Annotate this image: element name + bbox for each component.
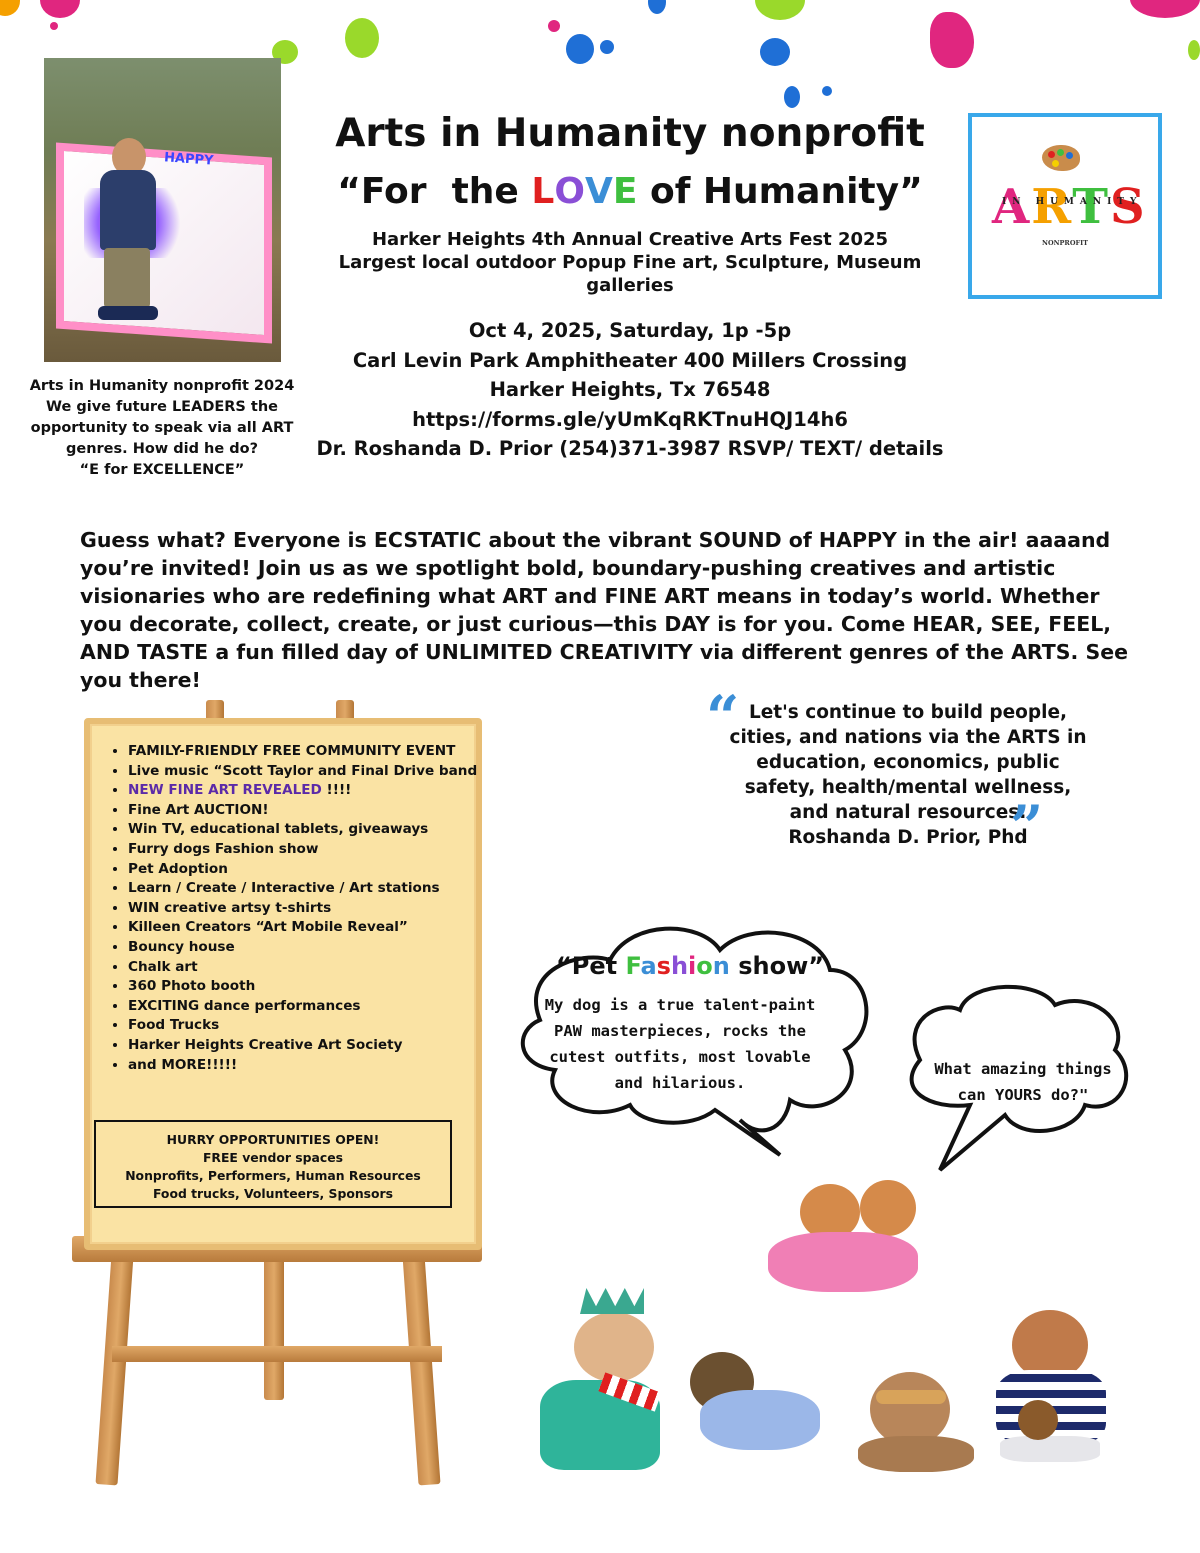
bubble-line: What amazing things — [934, 1060, 1112, 1078]
pet-title-h: h — [670, 952, 689, 980]
subtitle-pre: “For the — [337, 171, 532, 212]
love-letter-e: E — [612, 171, 638, 212]
subtitle-post: of Humanity” — [637, 171, 923, 212]
logo-subtext: IN HUMANITY — [1002, 197, 1143, 207]
quote-line: education, economics, public — [756, 752, 1060, 773]
bubble-line: PAW masterpieces, rocks the — [554, 1022, 806, 1040]
list-item: • Killeen Creators “Art Mobile Reveal” — [128, 918, 488, 938]
list-item: • Furry dogs Fashion show — [128, 840, 488, 860]
bubble-line: can YOURS do?" — [957, 1086, 1089, 1104]
pet-fashion-title — [545, 952, 835, 980]
event-details — [310, 316, 950, 464]
list-item: • Bouncy house — [128, 938, 488, 958]
caption-line: We give future LEADERS the — [45, 399, 278, 415]
photo-child-body — [100, 170, 156, 250]
pink-sweater — [768, 1232, 918, 1292]
guitar-icon — [1018, 1400, 1058, 1440]
quote-line: safety, health/mental wellness, — [744, 777, 1072, 798]
list-item: • Win TV, educational tablets, giveaways — [128, 820, 488, 840]
caption-line: Arts in Humanity nonprofit 2024 — [29, 378, 295, 394]
list-item — [128, 781, 488, 801]
quote-author: Roshanda D. Prior, Phd — [788, 827, 1028, 848]
caption-line: opportunity to speak via all ART — [30, 420, 294, 436]
event-date: Oct 4, 2025, Saturday, 1p -5p — [468, 319, 792, 342]
vendor-line: HURRY OPPORTUNITIES OPEN! — [166, 1132, 380, 1147]
info-line: galleries — [586, 275, 674, 296]
caption-line: “E for EXCELLENCE” — [79, 462, 245, 478]
list-item: • Pet Adoption — [128, 860, 488, 880]
quote-line: cities, and nations via the ARTS in — [729, 727, 1087, 748]
page-title: Arts in Humanity nonprofit — [335, 111, 925, 156]
pet-title-i: i — [688, 952, 697, 980]
page-subtitle — [300, 166, 960, 218]
pet-title-a: a — [640, 952, 657, 980]
arts-in-humanity-logo — [968, 113, 1162, 299]
contact-line: Dr. Roshanda D. Prior (254)371-3987 RSVP/ TEXT/ details — [316, 437, 944, 460]
close-quote-icon: ” — [1010, 793, 1044, 861]
list-item: • and MORE!!!!! — [128, 1056, 488, 1076]
liberty-crown — [580, 1288, 644, 1314]
sunglasses-icon — [876, 1390, 946, 1404]
logo-word: ARTS — [992, 179, 1147, 235]
pet-title-s: s — [656, 952, 671, 980]
vendor-opportunities-box — [94, 1120, 452, 1208]
love-letter-v: V — [584, 171, 613, 212]
list-item: • Chalk art — [128, 958, 488, 978]
photo-child-legs — [104, 248, 150, 308]
child-painting-photo — [44, 58, 281, 362]
photo-child-feet — [98, 306, 158, 320]
vendor-line: Nonprofits, Performers, Human Resources — [125, 1168, 421, 1183]
event-highlights-list — [106, 742, 488, 1075]
list-item: • 360 Photo booth — [128, 977, 488, 997]
love-letter-l: L — [531, 171, 555, 212]
info-line: Harker Heights 4th Annual Creative Arts Fest 2025 — [371, 229, 889, 250]
frenchie-pants — [1000, 1436, 1100, 1462]
invitation-paragraph: Guess what? Everyone is ECSTATIC about the vibrant SOUND of HAPPY in the air! aaaand you’re invited! Join us as we spotlight bold, boundary-pushing creatives and artistic visionaries who are redefining what ART and FINE ART means in today’s world. Whether you decorate, collect, create, or just curious—this DAY is for you. Come HEAR, SEE, FEEL, AND TASTE a fun filled day of UNLIMITED CREATIVITY via different genres of the ARTS. See you there! — [80, 528, 1129, 692]
list-item: • Harker Heights Creative Art Society — [128, 1036, 488, 1056]
vendor-line: Food trucks, Volunteers, Sponsors — [152, 1186, 394, 1201]
liberty-dog-head — [574, 1312, 654, 1382]
list-item: • WIN creative artsy t-shirts — [128, 899, 488, 919]
amazing-things-text — [918, 1056, 1128, 1108]
pet-title-pre: “Pet — [555, 952, 626, 980]
info-line: Largest local outdoor Popup Fine art, Sculpture, Museum — [338, 252, 922, 273]
vendor-line: FREE vendor spaces — [202, 1150, 344, 1165]
yorkie-dress — [700, 1390, 820, 1450]
pet-title-f: F — [625, 952, 641, 980]
event-city: Harker Heights, Tx 76548 — [489, 378, 771, 401]
pet-title-o: o — [696, 952, 713, 980]
chihuahua-head-2 — [860, 1180, 916, 1236]
highlight-suffix: !!!! — [321, 782, 352, 799]
bubble-line: My dog is a true talent-paint — [544, 996, 816, 1014]
pet-title-n: n — [712, 952, 730, 980]
list-item: • FAMILY-FRIENDLY FREE COMMUNITY EVENT — [128, 742, 488, 762]
bulldog-head — [870, 1372, 950, 1446]
photo-caption — [24, 376, 300, 481]
logo-nonprofit: NONPROFIT — [1042, 239, 1088, 247]
list-item: • Live music “Scott Taylor and Final Drive band — [128, 762, 488, 782]
open-quote-icon: “ — [706, 683, 740, 751]
photo-banner-text: HAPPY — [163, 150, 214, 169]
caption-line: genres. How did he do? — [66, 441, 258, 457]
list-item: • EXCITING dance performances — [128, 997, 488, 1017]
event-venue: Carl Levin Park Amphitheater 400 Millers Crossing — [352, 348, 908, 372]
list-item: • Food Trucks — [128, 1016, 488, 1036]
list-item: • Learn / Create / Interactive / Art stations — [128, 879, 488, 899]
pet-fashion-text — [530, 992, 830, 1096]
bubble-line: and hilarious. — [614, 1074, 746, 1092]
list-item: • Fine Art AUCTION! — [128, 801, 488, 821]
event-info — [320, 228, 940, 297]
bulldog-body — [858, 1436, 974, 1472]
quote-line: and natural resources. — [789, 802, 1027, 823]
rsvp-link[interactable]: https://forms.gle/yUmKqRKTnuHQJ14h6 — [412, 407, 848, 431]
pet-title-post: show” — [729, 952, 825, 980]
love-letter-o: O — [554, 171, 585, 212]
bubble-line: cutest outfits, most lovable — [549, 1048, 811, 1066]
quote-line: Let's continue to build people, — [748, 702, 1068, 723]
highlight-text: NEW FINE ART REVEALED — [128, 782, 322, 799]
palette-icon — [1042, 145, 1080, 171]
